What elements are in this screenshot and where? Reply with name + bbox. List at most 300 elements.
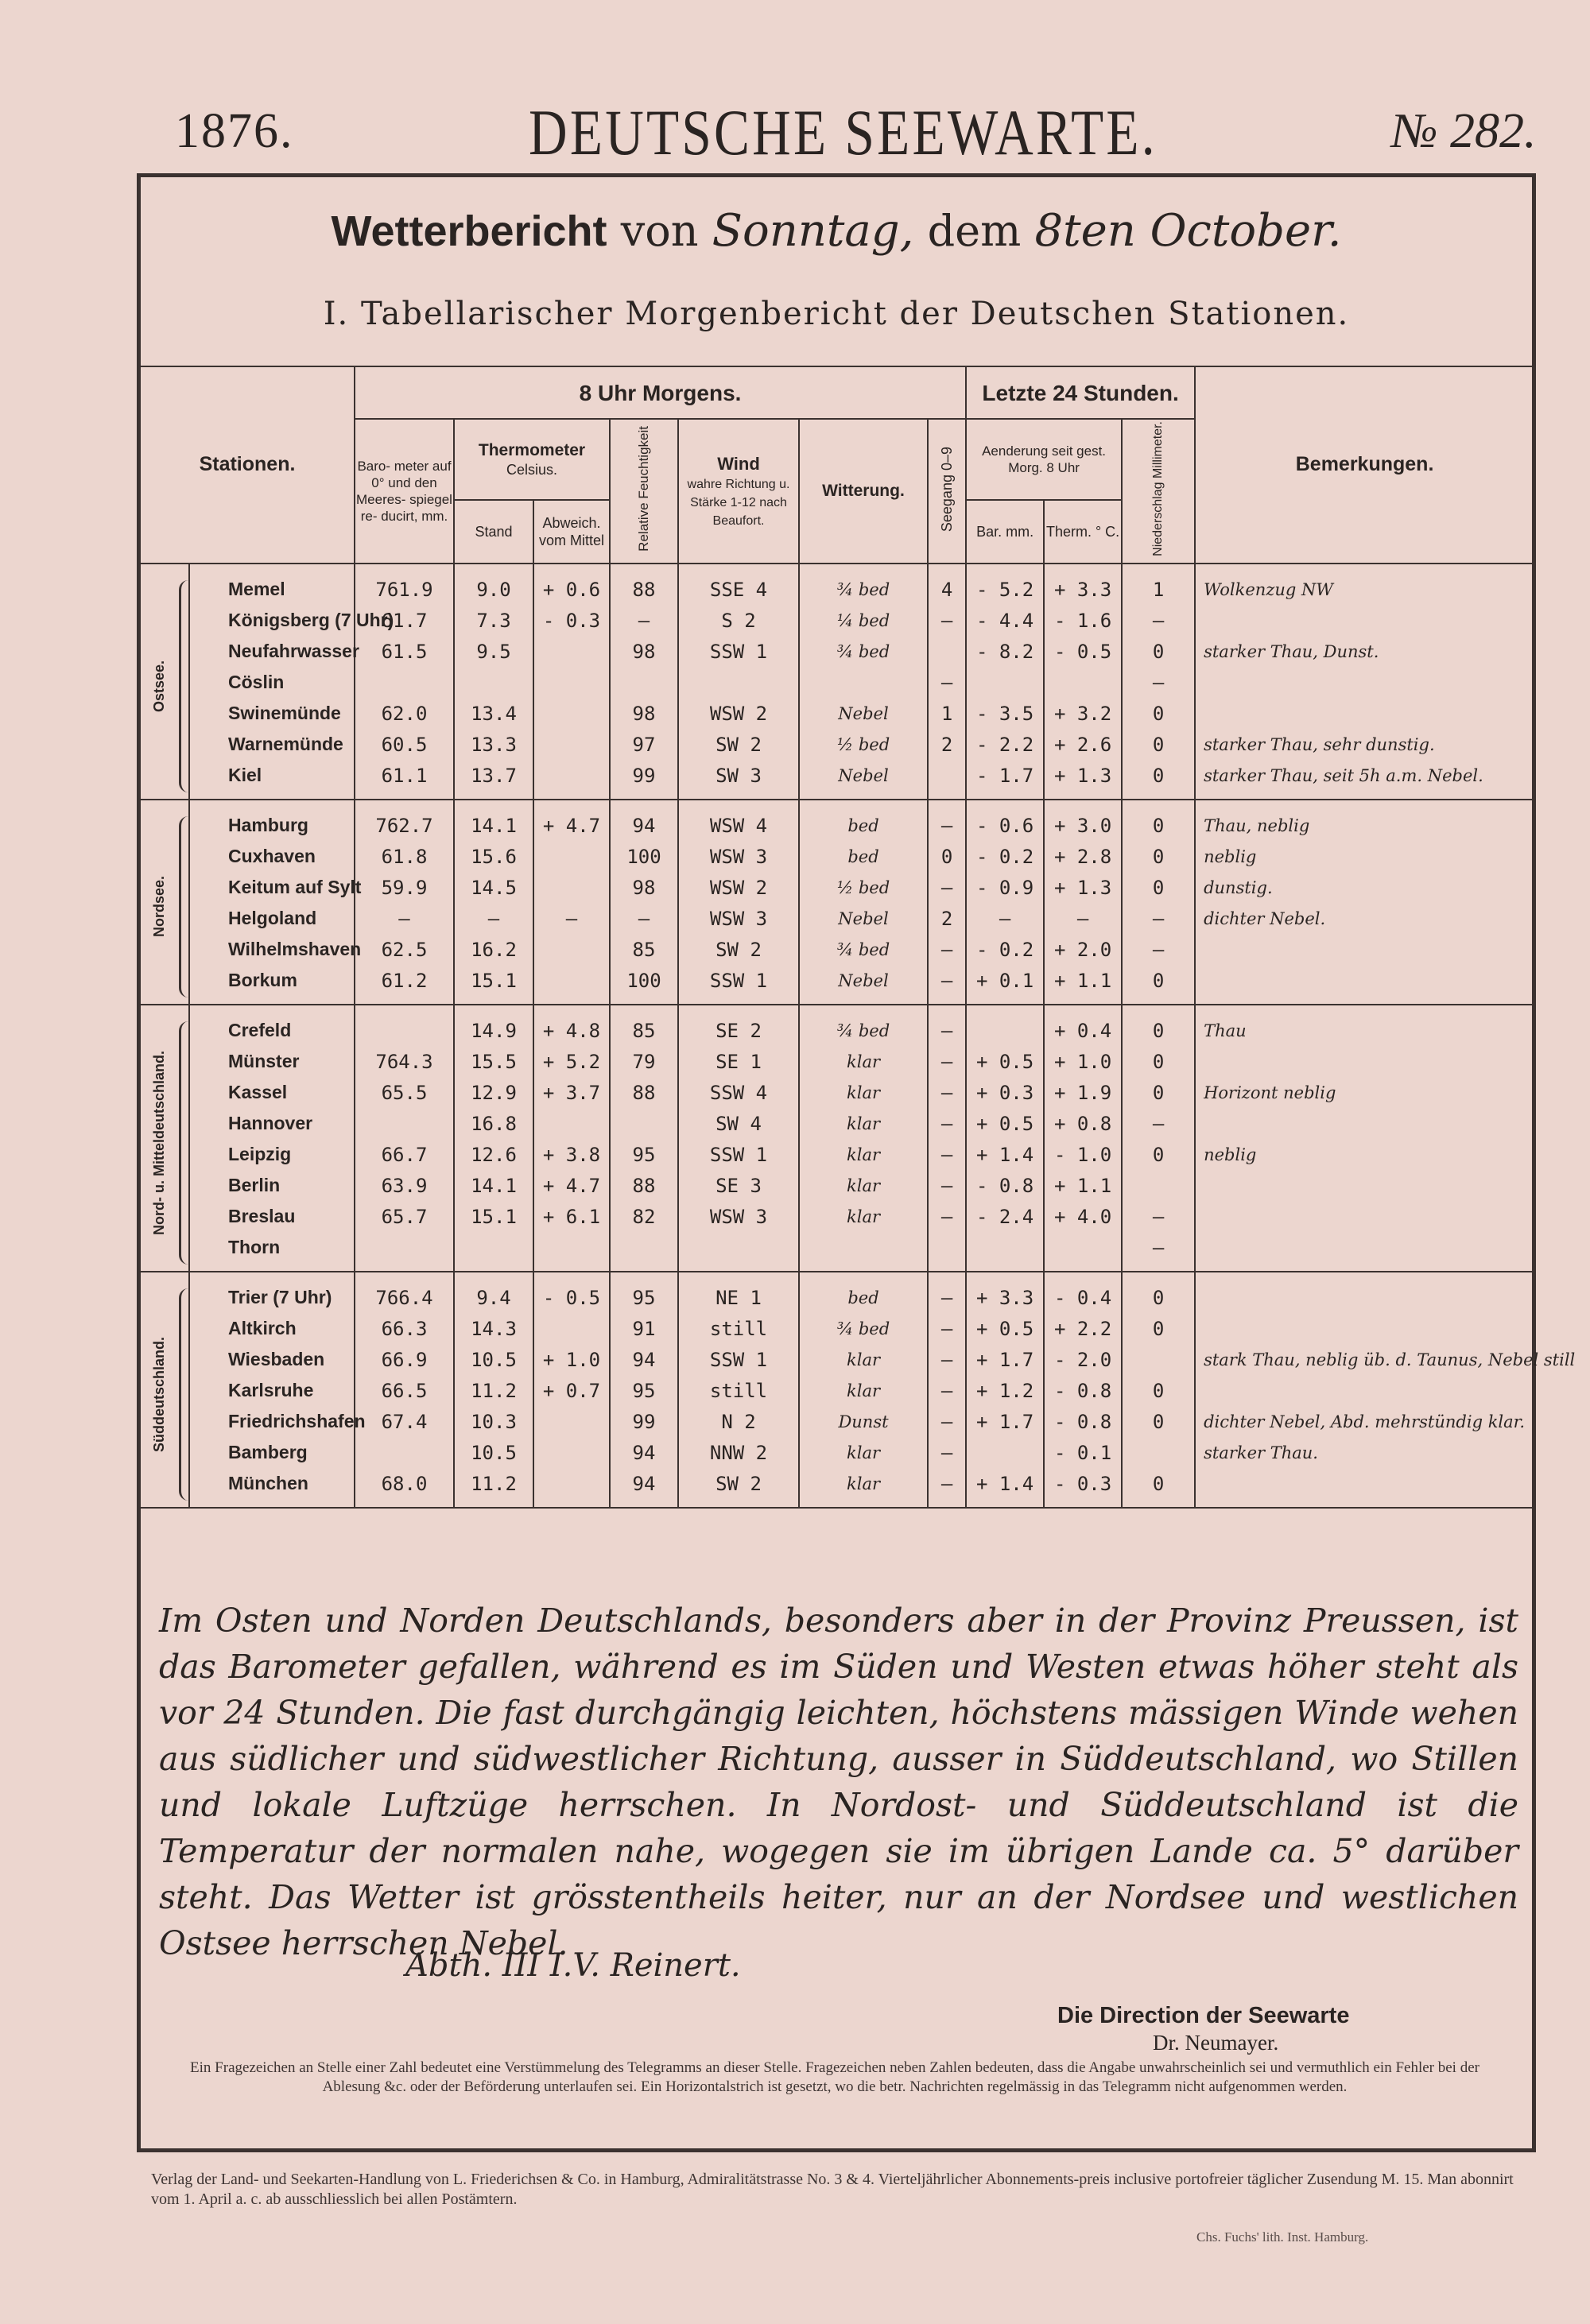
table-row [140, 1046, 1534, 1077]
header-abweich: Abweich. vom Mittel [533, 500, 610, 564]
station-label: Bamberg [228, 1442, 308, 1462]
station-name [189, 1170, 355, 1201]
cell-feucht: 98 [610, 698, 678, 729]
header-last24-label: Letzte 24 Stunden. [982, 380, 1179, 405]
cell-temp: 15.5 [454, 1046, 533, 1077]
cell-witterung: Nebel [799, 760, 928, 800]
cell-temp: 14.9 [454, 1005, 533, 1046]
table-row [140, 1437, 1534, 1468]
cell-d-therm: + 0.8 [1044, 1108, 1122, 1139]
station-name [189, 872, 362, 903]
cell-d-therm: + 2.0 [1044, 934, 1122, 965]
station-name [189, 1232, 355, 1272]
cell-d-therm: - 0.5 [1044, 636, 1122, 667]
cell-d-therm: + 1.0 [1044, 1046, 1122, 1077]
title-day: Sonntag, [712, 205, 914, 257]
cell-bem: starker Thau. [1195, 1437, 1534, 1468]
cell-feucht: 88 [610, 1077, 678, 1108]
cell-nieder: 0 [1122, 1077, 1195, 1108]
cell-bem: Horizont neblig [1195, 1077, 1534, 1108]
title-prefix: Wetterbericht [331, 207, 607, 255]
cell-bem [1195, 1170, 1534, 1201]
cell-temp: 15.1 [454, 965, 533, 1005]
cell-bem [1195, 965, 1534, 1005]
station-name [189, 1272, 355, 1313]
cell-witterung [799, 1232, 928, 1272]
cell-witterung: bed [799, 1272, 928, 1313]
cell-feucht: 97 [610, 729, 678, 760]
station-name [189, 1468, 355, 1508]
cell-wind [678, 1232, 799, 1272]
cell-wind: NE 1 [678, 1272, 799, 1313]
cell-nieder: 0 [1122, 1313, 1195, 1344]
cell-witterung: Nebel [799, 698, 928, 729]
header-bemerkungen [1195, 366, 1534, 564]
cell-feucht: 91 [610, 1313, 678, 1344]
cell-bar: 65.5 [355, 1077, 454, 1108]
cell-abw: + 3.8 [533, 1139, 610, 1170]
header-thermometer [454, 419, 610, 500]
cell-d-bar: + 1.4 [966, 1468, 1044, 1508]
cell-d-bar: - 5.2 [966, 564, 1044, 605]
cell-abw: + 4.7 [533, 1170, 610, 1201]
cell-bar: 62.0 [355, 698, 454, 729]
station-label: Wilhelmshaven [228, 939, 362, 959]
cell-feucht: 100 [610, 965, 678, 1005]
cell-d-therm: + 1.3 [1044, 760, 1122, 800]
cell-d-bar: + 0.1 [966, 965, 1044, 1005]
cell-wind: SW 2 [678, 934, 799, 965]
cell-nieder [1122, 1170, 1195, 1201]
cell-d-bar: + 1.2 [966, 1375, 1044, 1406]
cell-witterung: klar [799, 1046, 928, 1077]
header-niederschlag [1122, 419, 1195, 564]
cell-nieder: — [1122, 934, 1195, 965]
cell-bar: 66.7 [355, 1139, 454, 1170]
header-celsius: Celsius. [506, 461, 558, 478]
cell-feucht: 100 [610, 841, 678, 872]
cell-abw [533, 636, 610, 667]
region-name: Nord- u. Mitteldeutschland. [150, 1051, 167, 1235]
cell-temp: 14.1 [454, 1170, 533, 1201]
station-label: Berlin [228, 1175, 281, 1195]
station-name [189, 1108, 355, 1139]
station-label: Kassel [228, 1082, 288, 1102]
station-label: Königsberg (7 Uhr) [228, 610, 394, 630]
cell-seegang: 2 [928, 729, 966, 760]
subtitle: I. Tabellarischer Morgenbericht der Deutschen Stationen. [323, 296, 1350, 332]
cell-d-bar [966, 1437, 1044, 1468]
cell-seegang: — [928, 872, 966, 903]
cell-feucht [610, 1108, 678, 1139]
cell-witterung: klar [799, 1437, 928, 1468]
cell-bar: 61.7 [355, 605, 454, 636]
station-label: Trier (7 Uhr) [228, 1287, 332, 1307]
station-label: Crefeld [228, 1020, 292, 1040]
cell-wind: SE 1 [678, 1046, 799, 1077]
cell-nieder: — [1122, 605, 1195, 636]
cell-nieder: 0 [1122, 841, 1195, 872]
cell-nieder: — [1122, 1232, 1195, 1272]
station-name [189, 1139, 355, 1170]
station-label: München [228, 1473, 308, 1493]
cell-witterung: klar [799, 1344, 928, 1375]
cell-witterung: Nebel [799, 903, 928, 934]
cell-nieder: — [1122, 1108, 1195, 1139]
cell-d-therm: + 3.0 [1044, 800, 1122, 841]
station-label: Breslau [228, 1206, 296, 1226]
cell-seegang: — [928, 1108, 966, 1139]
cell-bar [355, 1108, 454, 1139]
cell-nieder: 0 [1122, 760, 1195, 800]
cell-witterung: ¾ bed [799, 1005, 928, 1046]
header-seegang [928, 419, 966, 564]
cell-wind: WSW 4 [678, 800, 799, 841]
cell-wind: SW 3 [678, 760, 799, 800]
cell-abw: + 4.7 [533, 800, 610, 841]
cell-abw [533, 841, 610, 872]
cell-witterung [799, 667, 928, 698]
cell-temp: 14.1 [454, 800, 533, 841]
cell-d-bar: - 3.5 [966, 698, 1044, 729]
region-label [140, 800, 189, 1005]
station-label: Cuxhaven [228, 846, 316, 866]
station-label: Kiel [228, 765, 262, 785]
cell-d-bar: + 0.5 [966, 1313, 1044, 1344]
cell-nieder: 0 [1122, 1272, 1195, 1313]
cell-witterung: klar [799, 1139, 928, 1170]
cell-temp: — [454, 903, 533, 934]
station-name [189, 1406, 366, 1437]
cell-abw: + 4.8 [533, 1005, 610, 1046]
cell-wind: SW 2 [678, 729, 799, 760]
cell-wind: SW 4 [678, 1108, 799, 1139]
cell-seegang: — [928, 1313, 966, 1344]
table-row [140, 1170, 1534, 1201]
cell-bar: 65.7 [355, 1201, 454, 1232]
table-row [140, 1232, 1534, 1272]
cell-abw [533, 698, 610, 729]
cell-wind: SE 2 [678, 1005, 799, 1046]
table-row [140, 1139, 1534, 1170]
cell-bem [1195, 1108, 1534, 1139]
cell-seegang: — [928, 667, 966, 698]
cell-abw [533, 729, 610, 760]
table-row [140, 1468, 1534, 1508]
station-label: Leipzig [228, 1144, 292, 1164]
cell-temp: 9.5 [454, 636, 533, 667]
region-label [140, 1005, 189, 1272]
cell-abw [533, 1406, 610, 1437]
cell-abw [533, 1108, 610, 1139]
cell-bar: — [355, 903, 454, 934]
cell-d-bar: - 0.8 [966, 1170, 1044, 1201]
station-label: Wiesbaden [228, 1349, 325, 1369]
cell-abw: — [533, 903, 610, 934]
cell-seegang: — [928, 800, 966, 841]
cell-d-therm [1044, 667, 1122, 698]
cell-seegang: — [928, 965, 966, 1005]
cell-nieder: — [1122, 1201, 1195, 1232]
header-witterung [799, 419, 928, 564]
cell-seegang: — [928, 1139, 966, 1170]
cell-bar: 761.9 [355, 564, 454, 605]
cell-witterung: Nebel [799, 965, 928, 1005]
cell-bar: 61.5 [355, 636, 454, 667]
cell-witterung: ½ bed [799, 872, 928, 903]
cell-bar [355, 1232, 454, 1272]
page-title [137, 205, 1536, 257]
cell-bem [1195, 1272, 1534, 1313]
cell-bar [355, 1005, 454, 1046]
cell-bem: neblig [1195, 1139, 1534, 1170]
footnote: Ein Fragezeichen an Stelle einer Zahl bedeutet eine Verstümmelung des Telegramms an dieser Stelle. Fragezeichen neben Zahlen bedeuten, dass die Angabe unwahrscheinlich sei und vermuthlich ein Fehler bei der Ablesung &c. oder der Beförderung unterlaufen sei. Ein Horizontalstrich ist gesetzt, wo die betr. Nachrichten regelmässig in das Telegramm nicht aufgenommen werden. [190, 2059, 1479, 2095]
cell-bem: starker Thau, Dunst. [1195, 636, 1534, 667]
cell-nieder: 1 [1122, 564, 1195, 605]
table-row [140, 1313, 1534, 1344]
cell-seegang [928, 1232, 966, 1272]
cell-d-therm [1044, 1232, 1122, 1272]
year: 1876. [175, 104, 294, 158]
station-label: Borkum [228, 970, 297, 990]
cell-bar: 63.9 [355, 1170, 454, 1201]
cell-bar: 764.3 [355, 1046, 454, 1077]
cell-seegang: — [928, 1170, 966, 1201]
cell-abw: + 0.7 [533, 1375, 610, 1406]
cell-nieder: 0 [1122, 872, 1195, 903]
cell-temp: 9.4 [454, 1272, 533, 1313]
cell-abw [533, 872, 610, 903]
cell-abw [533, 965, 610, 1005]
cell-seegang: — [928, 934, 966, 965]
cell-bar: 762.7 [355, 800, 454, 841]
cell-bar: 60.5 [355, 729, 454, 760]
station-label: Karlsruhe [228, 1380, 314, 1400]
cell-feucht: 79 [610, 1046, 678, 1077]
station-name [189, 1375, 355, 1406]
cell-d-bar: - 4.4 [966, 605, 1044, 636]
cell-witterung: klar [799, 1375, 928, 1406]
cell-d-bar: + 0.5 [966, 1108, 1044, 1139]
cell-d-therm: + 1.1 [1044, 965, 1122, 1005]
direction: Die Direction der Seewarte [1057, 2003, 1350, 2028]
table-row [140, 965, 1534, 1005]
table-row [140, 1272, 1534, 1313]
cell-bar: 766.4 [355, 1272, 454, 1313]
cell-d-therm: - 0.4 [1044, 1272, 1122, 1313]
cell-bem: stark Thau, neblig üb. d. Taunus, Nebel still [1195, 1344, 1534, 1375]
cell-nieder: 0 [1122, 965, 1195, 1005]
cell-nieder: 0 [1122, 1406, 1195, 1437]
cell-bem [1195, 1375, 1534, 1406]
cell-witterung: klar [799, 1108, 928, 1139]
cell-seegang: — [928, 1468, 966, 1508]
cell-bem: Wolkenzug NW [1195, 564, 1534, 605]
header-therm-c: Therm. ° C. [1044, 500, 1122, 564]
cell-feucht: 98 [610, 872, 678, 903]
cell-bem [1195, 1313, 1534, 1344]
cell-witterung: klar [799, 1201, 928, 1232]
header-aenderung: Aenderung seit gest. Morg. 8 Uhr [966, 419, 1122, 500]
cell-nieder: 0 [1122, 800, 1195, 841]
cell-d-bar: - 1.7 [966, 760, 1044, 800]
region-name: Nordsee. [150, 876, 167, 938]
weather-summary: Im Osten und Norden Deutschlands, besonders aber in der Provinz Preussen, ist das Barometer gefallen, während es im Süden und Westen etwas höher steht als vor 24 Stunden. Die fast durchgängig leichten, höchstens mässigen Winde wehen aus südlicher und südwestlicher Richtung, ausser in Süddeutschland, wo Stillen und lokale Luftzüge herrschen. In Nordost- und Süddeutschland ist die Temperatur der normalen nahe, wogegen sie im übrigen Lande ca. 5° darüber steht. Das Wetter ist grösstentheils heiter, nur an der Nordsee und westlichen Ostsee herrschen Nebel. [159, 1602, 1518, 1962]
cell-d-bar [966, 1232, 1044, 1272]
station-name [189, 800, 355, 841]
cell-d-therm: + 1.1 [1044, 1170, 1122, 1201]
cell-d-bar: - 0.6 [966, 800, 1044, 841]
cell-d-therm: + 1.9 [1044, 1077, 1122, 1108]
cell-d-bar: - 0.2 [966, 841, 1044, 872]
cell-temp [454, 667, 533, 698]
station-label: Swinemünde [228, 703, 341, 723]
station-name [189, 903, 355, 934]
cell-bar: 66.3 [355, 1313, 454, 1344]
cell-feucht: 95 [610, 1139, 678, 1170]
cell-d-therm: + 1.3 [1044, 872, 1122, 903]
cell-feucht [610, 667, 678, 698]
cell-bem: neblig [1195, 841, 1534, 872]
printer-credit: Chs. Fuchs' lith. Inst. Hamburg. [1196, 2229, 1369, 2245]
cell-temp: 15.1 [454, 1201, 533, 1232]
cell-bem: dunstig. [1195, 872, 1534, 903]
cell-bar: 61.1 [355, 760, 454, 800]
cell-nieder: 0 [1122, 1139, 1195, 1170]
station-label: Münster [228, 1051, 300, 1071]
station-label: Helgoland [228, 908, 317, 928]
cell-wind: WSW 3 [678, 841, 799, 872]
cell-temp: 16.8 [454, 1108, 533, 1139]
region-label [140, 1272, 189, 1508]
cell-witterung: klar [799, 1077, 928, 1108]
cell-d-therm: — [1044, 903, 1122, 934]
header-last24 [966, 366, 1195, 419]
cell-feucht: — [610, 605, 678, 636]
cell-seegang: 1 [928, 698, 966, 729]
cell-d-bar: + 0.5 [966, 1046, 1044, 1077]
cell-temp: 12.6 [454, 1139, 533, 1170]
table-row [140, 934, 1534, 965]
header-wind [678, 419, 799, 564]
cell-seegang: 0 [928, 841, 966, 872]
cell-d-therm: - 2.0 [1044, 1344, 1122, 1375]
title-dem: dem [927, 206, 1022, 256]
cell-seegang: — [928, 1344, 966, 1375]
cell-witterung: ¾ bed [799, 1313, 928, 1344]
cell-abw [533, 1468, 610, 1508]
cell-bem [1195, 667, 1534, 698]
cell-bar: 66.9 [355, 1344, 454, 1375]
cell-bem [1195, 698, 1534, 729]
cell-d-bar: + 0.3 [966, 1077, 1044, 1108]
station-name [189, 667, 355, 698]
cell-abw [533, 1313, 610, 1344]
cell-witterung: ¾ bed [799, 636, 928, 667]
cell-d-therm: - 0.3 [1044, 1468, 1122, 1508]
cell-witterung: klar [799, 1468, 928, 1508]
cell-seegang: — [928, 1005, 966, 1046]
cell-bar [355, 1437, 454, 1468]
cell-seegang: — [928, 1375, 966, 1406]
station-name [189, 564, 355, 605]
station-label: Hamburg [228, 815, 308, 835]
table-row [140, 1344, 1534, 1375]
cell-d-therm: - 0.8 [1044, 1406, 1122, 1437]
cell-bem: Thau, neblig [1195, 800, 1534, 841]
cell-d-therm: + 0.4 [1044, 1005, 1122, 1046]
cell-seegang [928, 760, 966, 800]
cell-wind: N 2 [678, 1406, 799, 1437]
station-name [189, 729, 355, 760]
cell-abw: + 3.7 [533, 1077, 610, 1108]
cell-seegang: 2 [928, 903, 966, 934]
station-label: Warnemünde [228, 734, 343, 754]
cell-temp: 14.3 [454, 1313, 533, 1344]
cell-feucht: 98 [610, 636, 678, 667]
cell-seegang [928, 636, 966, 667]
cell-temp: 10.3 [454, 1406, 533, 1437]
header-feucht [610, 419, 678, 564]
cell-d-bar: — [966, 903, 1044, 934]
cell-nieder: 0 [1122, 1468, 1195, 1508]
cell-seegang: — [928, 1406, 966, 1437]
cell-temp: 14.5 [454, 872, 533, 903]
cell-nieder [1122, 1344, 1195, 1375]
header-wind-detail: wahre Richtung u. Stärke 1-12 nach Beaufort. [687, 478, 790, 529]
cell-nieder: — [1122, 903, 1195, 934]
cell-feucht: 94 [610, 1468, 678, 1508]
cell-d-therm: - 1.0 [1044, 1139, 1122, 1170]
cell-abw [533, 760, 610, 800]
cell-bem [1195, 1046, 1534, 1077]
header-barometer: Baro- meter auf 0° und den Meeres- spiegel re- ducirt, mm. [355, 419, 454, 564]
cell-wind: SSW 1 [678, 1344, 799, 1375]
cell-d-bar: - 2.2 [966, 729, 1044, 760]
cell-wind: WSW 3 [678, 1201, 799, 1232]
region-label [140, 564, 189, 800]
table-row [140, 872, 1534, 903]
cell-seegang: 4 [928, 564, 966, 605]
station-name [189, 965, 355, 1005]
station-label: Keitum auf Sylt [228, 877, 362, 897]
director: Dr. Neumayer. [1153, 2031, 1279, 2055]
header-seegang-label: Seegang 0–9 [938, 446, 955, 532]
cell-d-bar [966, 1005, 1044, 1046]
cell-seegang: — [928, 1077, 966, 1108]
cell-feucht: 85 [610, 1005, 678, 1046]
title-von: von [620, 206, 699, 256]
station-name [189, 636, 359, 667]
title-date: 8ten October. [1034, 205, 1342, 257]
station-name [189, 841, 355, 872]
table-body [140, 564, 1576, 1508]
cell-nieder: 0 [1122, 698, 1195, 729]
header-thermometer-label: Thermometer [478, 440, 586, 459]
cell-nieder: — [1122, 667, 1195, 698]
station-name [189, 1201, 355, 1232]
cell-d-bar: - 0.9 [966, 872, 1044, 903]
header-bar-mm: Bar. mm. [966, 500, 1044, 564]
cell-witterung: ¼ bed [799, 605, 928, 636]
header-wind-label: Wind [717, 453, 760, 474]
cell-abw: + 5.2 [533, 1046, 610, 1077]
cell-seegang: — [928, 1437, 966, 1468]
cell-bem [1195, 1232, 1534, 1272]
cell-wind: WSW 2 [678, 872, 799, 903]
cell-bar: 66.5 [355, 1375, 454, 1406]
cell-temp: 9.0 [454, 564, 533, 605]
